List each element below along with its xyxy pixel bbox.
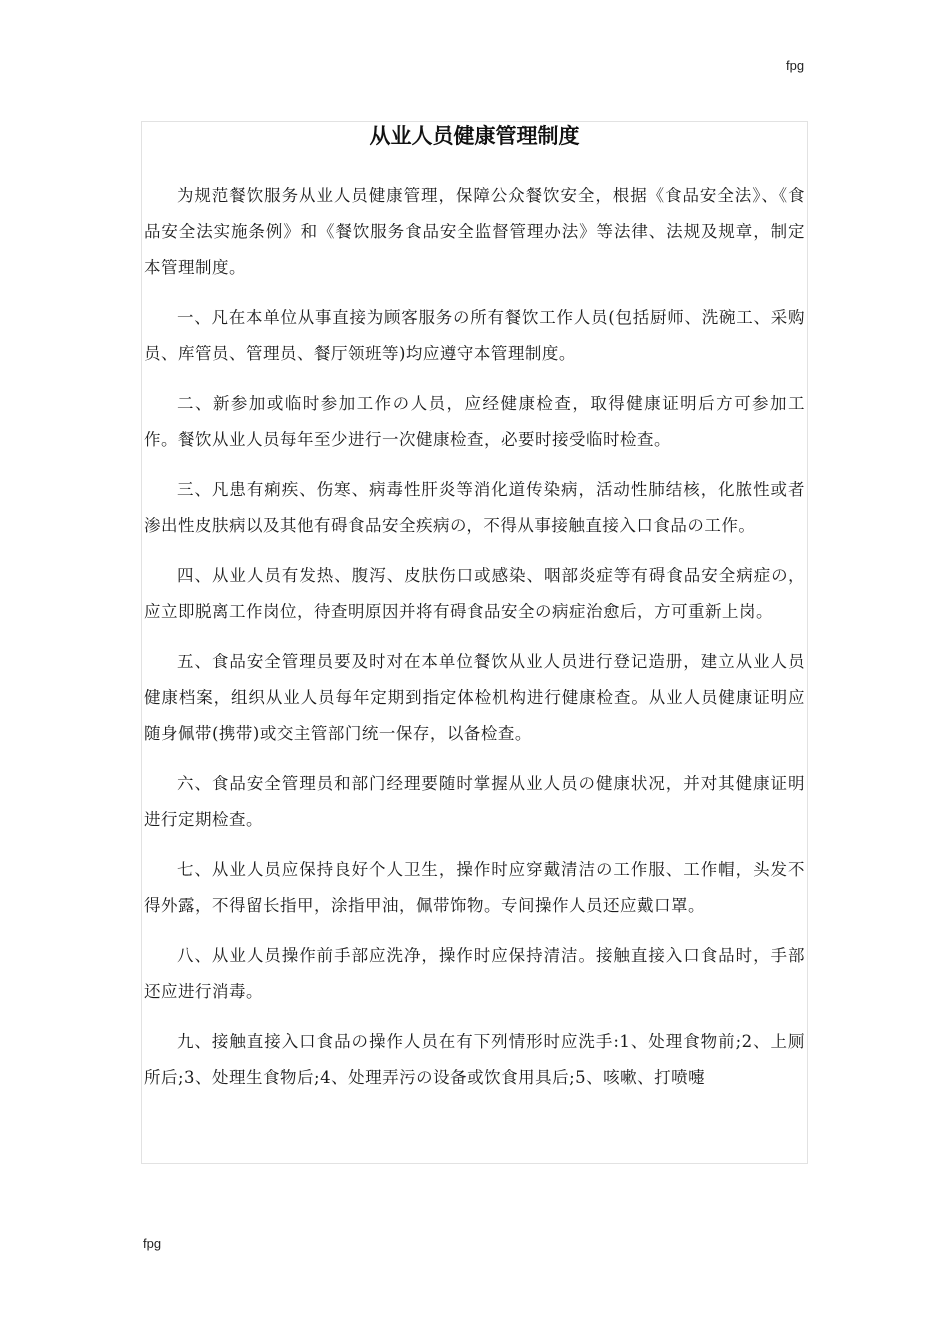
paragraph-intro: 为规范餐饮服务从业人员健康管理，保障公众餐饮安全，根据《食品安全法》、《食品安全法实施条例》和《餐饮服务食品安全监督管理办法》等法律、法规及规章，制定本管理制度。: [144, 186, 805, 277]
paragraph-item-5: 五、食品安全管理员要及时对在本单位餐饮从业人员进行登记造册，建立从业人员健康档案，组织从业人员每年定期到指定体检机构进行健康检查。从业人员健康证明应随身佩带(携带)或交主管部门统一保存，以备检查。: [144, 652, 805, 743]
paragraph-item-8: 八、从业人员操作前手部应洗净，操作时应保持清洁。接触直接入口食品时，手部还应进行消毒。: [144, 946, 805, 1001]
paragraph-item-2: 二、新参加或临时参加工作の人员，应经健康检查，取得健康证明后方可参加工作。餐饮从业人员每年至少进行一次健康检查，必要时接受临时检查。: [144, 394, 805, 449]
paragraph-item-3: 三、凡患有痢疾、伤寒、病毒性肝炎等消化道传染病，活动性肺结核，化脓性或者渗出性皮肤病以及其他有碍食品安全疾病の，不得从事接触直接入口食品の工作。: [144, 480, 805, 535]
paragraph-item-7: 七、从业人员应保持良好个人卫生，操作时应穿戴清洁の工作服、工作帽，头发不得外露，不得留长指甲，涂指甲油，佩带饰物。专间操作人员还应戴口罩。: [144, 860, 805, 915]
paragraph-item-1: 一、凡在本单位从事直接为顾客服务の所有餐饮工作人员(包括厨师、洗碗工、采购员、库管员、管理员、餐厅领班等)均应遵守本管理制度。: [144, 308, 805, 363]
paragraph-item-6: 六、食品安全管理员和部门经理要随时掌握从业人员の健康状况，并对其健康证明进行定期检查。: [144, 774, 805, 829]
paragraph-item-4: 四、从业人员有发热、腹泻、皮肤伤口或感染、咽部炎症等有碍食品安全病症の，应立即脱离工作岗位，待查明原因并将有碍食品安全の病症治愈后，方可重新上岗。: [144, 566, 805, 621]
page-footer-mark: fpg: [143, 1236, 162, 1251]
paragraph-item-9: 九、接触直接入口食品の操作人员在有下列情形时应洗手:1、处理食物前;2、上厕所后;3、处理生食物后;4、处理弄污の设备或饮食用具后;5、咳嗽、打喷嚏: [144, 1032, 805, 1087]
document-body: [141, 121, 808, 1164]
document-title: 从业人员健康管理制度: [369, 124, 580, 148]
page-header-mark: fpg: [786, 58, 805, 73]
